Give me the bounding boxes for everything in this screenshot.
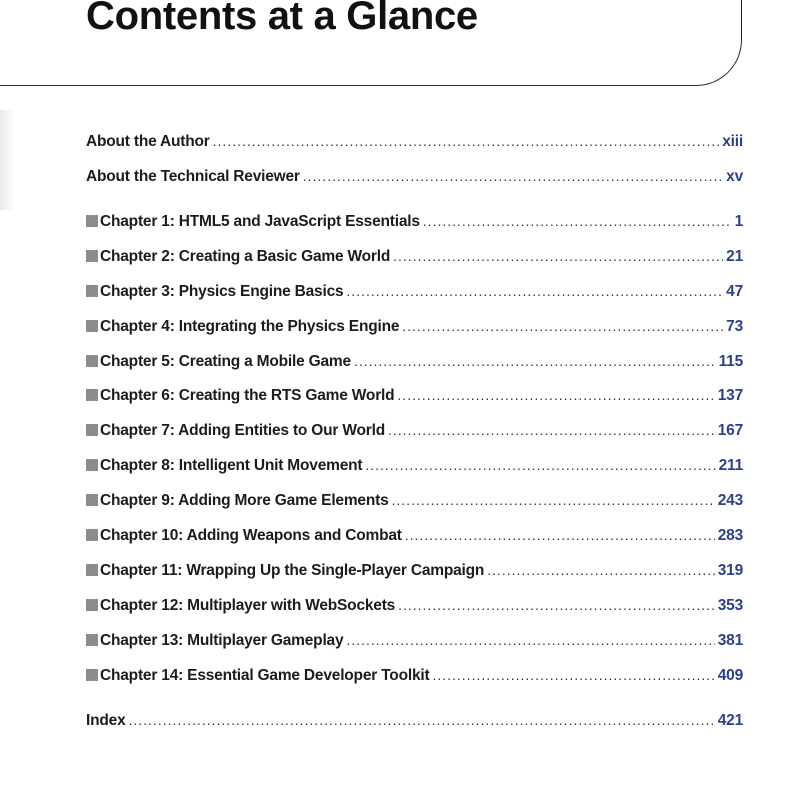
toc-entry-about-author[interactable] <box>86 133 743 168</box>
chapter-marker-icon <box>86 389 98 401</box>
toc-page-number: xiii <box>722 133 743 150</box>
toc-page-number: 167 <box>717 422 743 440</box>
toc-entry-chapter-4[interactable] <box>86 318 743 353</box>
toc-page-number: 353 <box>717 596 743 614</box>
dot-leader <box>402 318 723 334</box>
dot-leader <box>303 168 723 184</box>
chapter-marker-icon <box>86 529 98 541</box>
toc-page-number: 47 <box>726 282 743 300</box>
chapter-marker-icon <box>86 250 98 262</box>
toc-page-number: 73 <box>726 317 743 335</box>
toc-entry-label: Chapter 11: Wrapping Up the Single-Player Campaign <box>100 561 485 579</box>
dot-leader <box>423 213 732 229</box>
toc-entry-label: About the Technical Reviewer <box>86 168 300 185</box>
chapter-marker-icon <box>86 634 98 646</box>
chapter-marker-icon <box>86 320 98 332</box>
chapter-marker-icon <box>86 355 98 367</box>
toc-entry-chapter-1[interactable] <box>86 213 743 248</box>
toc-entry-chapter-14[interactable] <box>86 667 743 702</box>
toc-page-number: 137 <box>717 387 743 405</box>
toc-entry-label: Chapter 4: Integrating the Physics Engine <box>100 317 400 335</box>
toc-entry-chapter-13[interactable] <box>86 632 743 667</box>
toc-entry-label: Chapter 6: Creating the RTS Game World <box>100 387 395 405</box>
toc-entry-label: Index <box>86 712 126 730</box>
chapter-marker-icon <box>86 215 98 227</box>
chapter-marker-icon <box>86 599 98 611</box>
toc-entry-label: Chapter 14: Essential Game Developer Toolkit <box>100 666 430 684</box>
toc-entry-chapter-9[interactable] <box>86 492 743 527</box>
chapter-marker-icon <box>86 424 98 436</box>
dot-leader <box>397 387 714 403</box>
toc-entry-chapter-8[interactable] <box>86 457 743 492</box>
toc-entry-chapter-11[interactable] <box>86 562 743 597</box>
table-of-contents <box>86 133 743 736</box>
toc-page-number: 421 <box>717 712 743 730</box>
toc-entry-label: Chapter 1: HTML5 and JavaScript Essentials <box>100 213 420 230</box>
toc-entry-chapter-2[interactable] <box>86 248 743 283</box>
toc-entry-label: Chapter 5: Creating a Mobile Game <box>100 352 351 370</box>
dot-leader <box>392 492 715 508</box>
toc-page-number: xv <box>726 168 743 185</box>
page-edge-shadow <box>0 110 14 210</box>
toc-entry-label: Chapter 2: Creating a Basic Game World <box>100 247 391 265</box>
chapter-marker-icon <box>86 564 98 576</box>
dot-leader <box>346 632 714 648</box>
chapter-marker-icon <box>86 494 98 506</box>
chapter-marker-icon <box>86 669 98 681</box>
dot-leader <box>388 422 715 438</box>
dot-leader <box>213 133 720 149</box>
toc-entry-label: Chapter 7: Adding Entities to Our World <box>100 422 385 440</box>
toc-entry-label: Chapter 13: Multiplayer Gameplay <box>100 631 344 649</box>
chapter-marker-icon <box>86 285 98 297</box>
dot-leader <box>393 248 723 264</box>
toc-page-number: 409 <box>717 666 743 684</box>
toc-entry-label: Chapter 3: Physics Engine Basics <box>100 282 344 300</box>
chapter-marker-icon <box>86 459 98 471</box>
toc-entry-chapter-5[interactable] <box>86 353 743 388</box>
toc-page-number: 243 <box>717 492 743 510</box>
toc-page-number: 211 <box>718 457 743 475</box>
toc-entry-about-reviewer[interactable] <box>86 168 743 203</box>
toc-page-number: 381 <box>717 631 743 649</box>
dot-leader <box>432 667 714 683</box>
dot-leader <box>354 353 716 369</box>
dot-leader <box>365 457 715 473</box>
toc-entry-label: Chapter 10: Adding Weapons and Combat <box>100 527 402 545</box>
toc-entry-chapter-6[interactable] <box>86 387 743 422</box>
toc-entry-label: Chapter 9: Adding More Game Elements <box>100 492 389 510</box>
toc-page-number: 283 <box>717 527 743 545</box>
dot-leader <box>487 562 715 578</box>
dot-leader <box>398 597 715 613</box>
dot-leader <box>128 712 714 728</box>
toc-page-number: 1 <box>734 213 743 230</box>
dot-leader <box>405 527 715 543</box>
toc-entry-chapter-7[interactable] <box>86 422 743 457</box>
toc-entry-label: Chapter 12: Multiplayer with WebSockets <box>100 596 396 614</box>
toc-entry-chapter-10[interactable] <box>86 527 743 562</box>
toc-entry-label: Chapter 8: Intelligent Unit Movement <box>100 457 363 475</box>
toc-page-number: 21 <box>726 247 743 265</box>
toc-entry-chapter-3[interactable] <box>86 283 743 318</box>
toc-entry-index[interactable] <box>86 712 743 736</box>
toc-page-number: 115 <box>718 352 743 370</box>
toc-page-number: 319 <box>717 561 743 579</box>
toc-entry-chapter-12[interactable] <box>86 597 743 632</box>
page-title: Contents at a Glance <box>86 0 478 38</box>
toc-entry-label: About the Author <box>86 133 210 150</box>
dot-leader <box>346 283 723 299</box>
